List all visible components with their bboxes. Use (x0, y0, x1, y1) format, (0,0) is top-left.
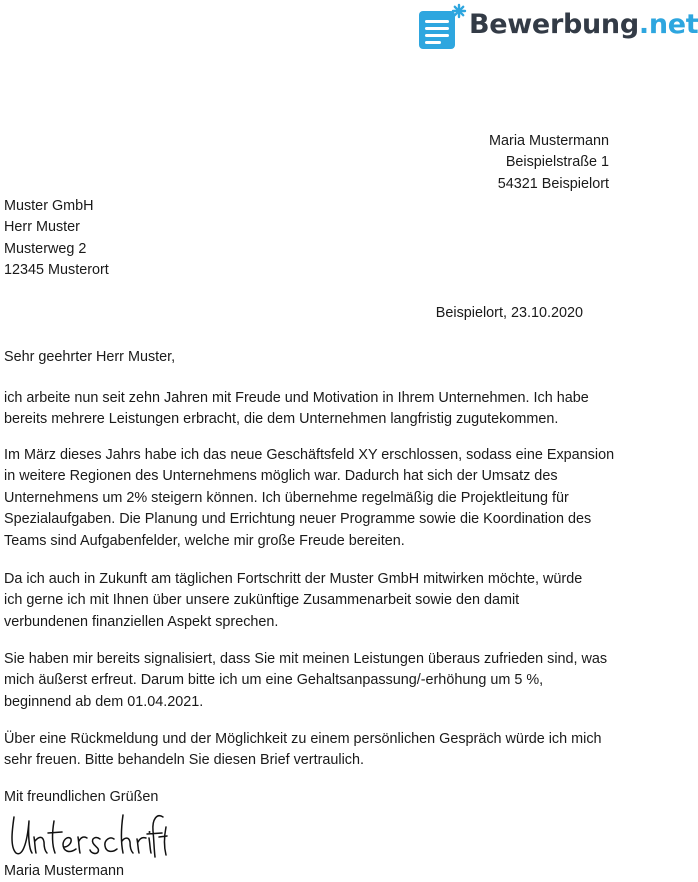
sender-name: Maria Mustermann (489, 133, 609, 149)
paragraph-line: beginnend ab dem 01.04.2021. (4, 693, 204, 710)
signature-name: Maria Mustermann (4, 863, 124, 879)
body-paragraph (4, 569, 686, 633)
paragraph-line: mich äußerst erfreut. Darum bitte ich um eine Gehaltsanpassung/-erhöhung um 5 %, (4, 672, 544, 689)
brand-logo (417, 3, 698, 53)
brand-name: Bewerbung (469, 9, 639, 40)
brand-wordmark (469, 11, 698, 38)
recipient-city: 12345 Musterort (4, 262, 109, 279)
body-paragraph (4, 729, 686, 772)
paragraph-line: Über eine Rückmeldung und der Möglichkeit zu einem persönlichen Gespräch würde ich mich (4, 731, 602, 747)
paragraph-line: verbundenen finanziellen Aspekt sprechen. (4, 613, 279, 630)
brand-tld: .net (638, 9, 698, 40)
paragraph-line: Sie haben mir bereits signalisiert, dass Sie mit meinen Leistungen überaus zufrieden sind, was (4, 651, 608, 667)
paragraph-line: Im März dieses Jahrs habe ich das neue Geschäftsfeld XY erschlossen, sodass eine Expansion (4, 447, 615, 463)
recipient-address (4, 196, 109, 282)
paragraph-line: sehr freuen. Bitte behandeln Sie diesen Brief vertraulich. (4, 752, 364, 769)
salutation: Sehr geehrter Herr Muster, (4, 349, 176, 365)
paragraph-line: Da ich auch in Zukunft am täglichen Fortschritt der Muster GmbH mitwirken möchte, würde (4, 571, 583, 587)
paragraph-line: bereits mehrere Leistungen erbracht, die dem Unternehmen langfristig zugutekommen. (4, 411, 559, 428)
recipient-company: Muster GmbH (4, 198, 94, 214)
paragraph-line: Spezialaufgaben. Die Planung und Errichtung neuer Programme sowie die Koordination des (4, 511, 592, 528)
sender-address (489, 131, 609, 195)
sender-street: Beispielstraße 1 (505, 154, 609, 171)
paragraph-line: ich gerne ich mit Ihnen über unsere zukünftige Zusammenarbeit sowie den damit (4, 592, 520, 609)
body-paragraph (4, 649, 686, 713)
document-list-icon (417, 3, 469, 53)
closing: Mit freundlichen Grüßen (4, 789, 159, 805)
paragraph-line: Teams sind Aufgabenfelder, welche mir große Freude bereiten. (4, 532, 405, 549)
paragraph-line: in weitere Regionen des Unternehmens möglich war. Dadurch hat sich der Umsatz des (4, 468, 558, 485)
sender-city: 54321 Beispielort (497, 175, 609, 192)
paragraph-line: Unternehmens um 2% steigern können. Ich übernehme regelmäßig die Projektleitung für (4, 489, 569, 506)
recipient-person: Herr Muster (4, 219, 80, 236)
body-paragraph (4, 445, 686, 552)
letter-date: Beispielort, 23.10.2020 (435, 305, 583, 321)
recipient-street: Musterweg 2 (4, 240, 87, 257)
handwritten-signature (2, 807, 167, 865)
body-paragraph (4, 388, 686, 431)
paragraph-line: ich arbeite nun seit zehn Jahren mit Freude und Motivation in Ihrem Unternehmen. Ich habe (4, 390, 589, 406)
